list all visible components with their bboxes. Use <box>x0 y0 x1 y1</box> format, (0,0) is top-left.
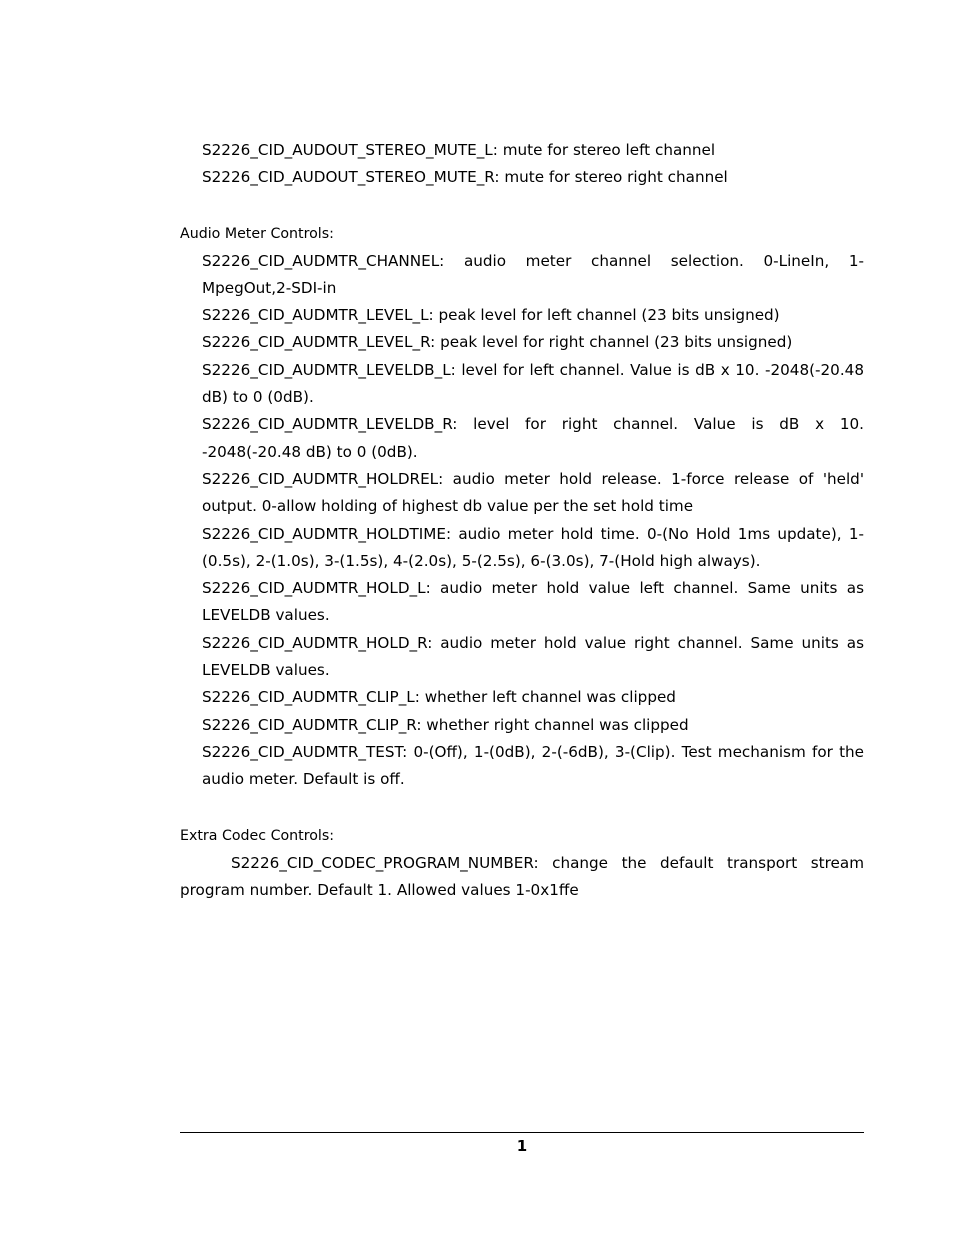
audmtr-level-l-item: S2226_CID_AUDMTR_LEVEL_L: peak level for left channel (23 bits unsigned) <box>202 306 780 325</box>
extra-codec-heading: Extra Codec Controls: <box>180 827 335 844</box>
page-number: 1 <box>516 1137 528 1155</box>
audmtr-channel-item: S2226_CID_AUDMTR_CHANNEL: audio meter channel selection. 0-LineIn, 1-MpegOut,2-SDI-in <box>202 251 864 297</box>
audio-meter-list <box>180 248 864 794</box>
audmtr-holdtime-item: S2226_CID_AUDMTR_HOLDTIME: audio meter hold time. 0-(No Hold 1ms update), 1-(0.5s), 2-(1.0s), 3-(1.5s), 4-(2.0s), 5-(2.5s), 6-(3.0s), 7-(Hold high always). <box>202 524 864 570</box>
audmtr-leveldb-l-item: S2226_CID_AUDMTR_LEVELDB_L: level for left channel. Value is dB x 10. -2048(-20.48 dB) to 0 (0dB). <box>202 360 864 407</box>
footer-divider <box>180 1132 864 1133</box>
audmtr-test-item: S2226_CID_AUDMTR_TEST: 0-(Off), 1-(0dB), 2-(-6dB), 3-(Clip). Test mechanism for the audio meter. Default is off. <box>202 742 864 789</box>
audio-meter-heading: Audio Meter Controls: <box>180 225 334 242</box>
stereo-mute-right-item: S2226_CID_AUDOUT_STEREO_MUTE_R: mute for stereo right channel <box>202 168 728 187</box>
stereo-mute-left-item: S2226_CID_AUDOUT_STEREO_MUTE_L: mute for stereo left channel <box>202 141 716 159</box>
audmtr-level-r-item: S2226_CID_AUDMTR_LEVEL_R: peak level for right channel (23 bits unsigned) <box>202 333 793 352</box>
audmtr-leveldb-r-item: S2226_CID_AUDMTR_LEVELDB_R: level for right channel. Value is dB x 10. -2048(-20.48 dB) to 0 (0dB). <box>202 415 864 461</box>
audmtr-clip-r-item: S2226_CID_AUDMTR_CLIP_R: whether right channel was clipped <box>202 715 689 734</box>
section-spacer <box>180 794 864 824</box>
audmtr-holdrel-item: S2226_CID_AUDMTR_HOLDREL: audio meter hold release. 1-force release of 'held' output. 0-allow holding of highest db value per the set hold time <box>202 469 864 516</box>
section-spacer <box>180 192 864 222</box>
codec-program-number-paragraph: S2226_CID_CODEC_PROGRAM_NUMBER: change the default transport stream program number. Default 1. Allowed values 1-0x1ffe <box>180 853 864 899</box>
page-content <box>180 137 864 904</box>
audmtr-clip-l-item: S2226_CID_AUDMTR_CLIP_L: whether left channel was clipped <box>202 688 676 707</box>
audmtr-hold-r-item: S2226_CID_AUDMTR_HOLD_R: audio meter hold value right channel. Same units as LEVELDB values. <box>202 633 864 680</box>
audmtr-hold-l-item: S2226_CID_AUDMTR_HOLD_L: audio meter hold value left channel. Same units as LEVELDB values. <box>202 579 864 625</box>
